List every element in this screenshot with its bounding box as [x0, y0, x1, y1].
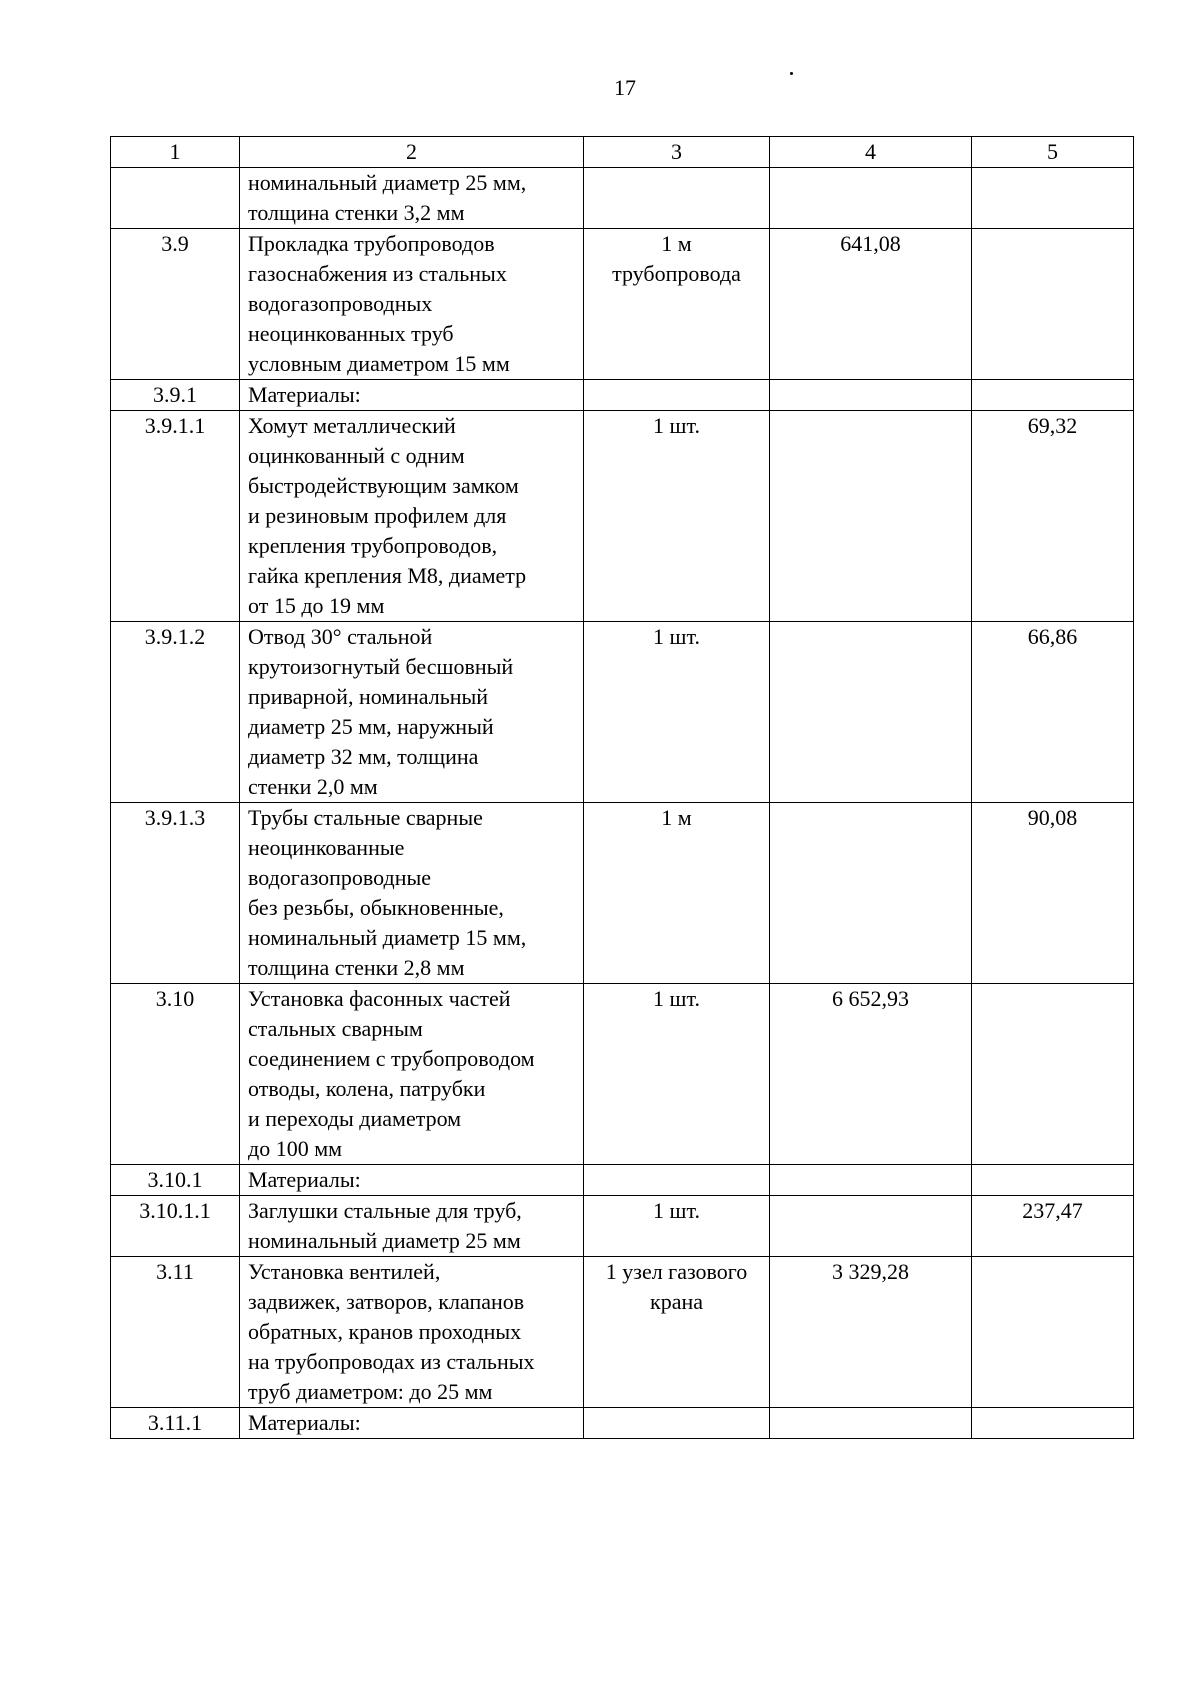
unit-line: 1 шт.	[653, 1198, 700, 1223]
unit-cell	[584, 380, 770, 411]
unit-cell	[584, 411, 770, 622]
item-name-line: неоцинкованных труб	[248, 321, 454, 346]
item-name-line: оцинкованный с одним	[248, 443, 465, 468]
work-price-cell: 3 329,28	[770, 1257, 972, 1408]
item-number-cell: 3.10.1.1	[111, 1196, 240, 1257]
item-number-cell: 3.10.1	[111, 1165, 240, 1196]
material-price-cell: 237,47	[972, 1196, 1134, 1257]
item-name-line: быстродействующим замком	[248, 473, 519, 498]
item-name-line: стенки 2,0 мм	[248, 774, 378, 799]
item-number-cell: 3.11	[111, 1257, 240, 1408]
material-price-cell: 66,86	[972, 622, 1134, 803]
item-name-line: стальных сварным	[248, 1016, 423, 1041]
item-number-cell: 3.9.1.3	[111, 803, 240, 984]
scan-speck	[790, 72, 793, 75]
item-name-line: Прокладка трубопроводов	[248, 231, 495, 256]
material-price-cell	[972, 229, 1134, 380]
item-name-line: номинальный диаметр 25 мм	[248, 1228, 521, 1253]
item-name-line: крутоизогнутый бесшовный	[248, 654, 514, 679]
unit-line: трубопровода	[612, 261, 741, 286]
unit-line: крана	[650, 1289, 703, 1314]
unit-cell	[584, 1408, 770, 1439]
item-name-cell	[240, 1257, 584, 1408]
work-price-cell	[770, 1165, 972, 1196]
item-name-line: на трубопроводах из стальных	[248, 1349, 535, 1374]
unit-line: 1 шт.	[653, 986, 700, 1011]
unit-line: 1 шт.	[653, 413, 700, 438]
table-row	[111, 229, 1134, 380]
item-number-cell: 3.11.1	[111, 1408, 240, 1439]
item-name-line: гайка крепления М8, диаметр	[248, 563, 527, 588]
table-row	[111, 1257, 1134, 1408]
item-name-line: Материалы:	[248, 1167, 361, 1192]
item-name-cell	[240, 803, 584, 984]
item-name-line: Хомут металлический	[248, 413, 456, 438]
item-name-line: соединением с трубопроводом	[248, 1046, 535, 1071]
material-price-cell	[972, 984, 1134, 1165]
table-row	[111, 622, 1134, 803]
work-price-cell	[770, 168, 972, 229]
item-name-line: условным диаметром 15 мм	[248, 351, 510, 376]
work-price-cell	[770, 1408, 972, 1439]
column-header: 2	[240, 137, 584, 168]
item-number-cell: 3.9.1	[111, 380, 240, 411]
unit-cell	[584, 168, 770, 229]
item-name-cell	[240, 411, 584, 622]
item-name-line: Материалы:	[248, 1410, 361, 1435]
item-name-line: задвижек, затворов, клапанов	[248, 1289, 525, 1314]
work-price-cell	[770, 803, 972, 984]
item-name-line: и резиновым профилем для	[248, 503, 507, 528]
material-price-cell: 90,08	[972, 803, 1134, 984]
material-price-cell	[972, 1257, 1134, 1408]
item-name-line: труб диаметром: до 25 мм	[248, 1379, 493, 1404]
item-name-line: Отвод 30° стальной	[248, 624, 433, 649]
item-name-line: от 15 до 19 мм	[248, 593, 385, 618]
table-row	[111, 168, 1134, 229]
item-name-line: толщина стенки 2,8 мм	[248, 955, 465, 980]
material-price-cell	[972, 1165, 1134, 1196]
table-row	[111, 1408, 1134, 1439]
item-name-cell	[240, 622, 584, 803]
item-name-cell	[240, 168, 584, 229]
item-name-line: до 100 мм	[248, 1136, 343, 1161]
table-body	[111, 168, 1134, 1439]
column-header: 5	[972, 137, 1134, 168]
item-name-line: отводы, колена, патрубки	[248, 1076, 486, 1101]
unit-cell	[584, 1196, 770, 1257]
item-name-line: номинальный диаметр 15 мм,	[248, 925, 527, 950]
item-name-line: Установка вентилей,	[248, 1259, 441, 1284]
unit-cell	[584, 1165, 770, 1196]
item-number-cell: 3.9.1.1	[111, 411, 240, 622]
item-name-line: Заглушки стальные для труб,	[248, 1198, 522, 1223]
material-price-cell	[972, 380, 1134, 411]
unit-cell	[584, 1257, 770, 1408]
column-header: 4	[770, 137, 972, 168]
item-number-cell	[111, 168, 240, 229]
item-name-line: приварной, номинальный	[248, 684, 489, 709]
item-name-cell	[240, 229, 584, 380]
unit-cell	[584, 803, 770, 984]
item-name-line: Установка фасонных частей	[248, 986, 511, 1011]
item-name-line: толщина стенки 3,2 мм	[248, 200, 465, 225]
work-price-cell	[770, 622, 972, 803]
item-number-cell: 3.9.1.2	[111, 622, 240, 803]
material-price-cell	[972, 168, 1134, 229]
table-row	[111, 984, 1134, 1165]
item-name-line: газоснабжения из стальных	[248, 261, 507, 286]
material-price-cell: 69,32	[972, 411, 1134, 622]
item-number-cell: 3.10	[111, 984, 240, 1165]
item-name-line: водогазопроводные	[248, 865, 432, 890]
table-row	[111, 803, 1134, 984]
unit-cell	[584, 622, 770, 803]
table-row	[111, 380, 1134, 411]
item-name-line: Материалы:	[248, 382, 361, 407]
price-table	[110, 136, 1134, 1439]
header-row	[111, 137, 1134, 168]
unit-line: 1 м	[661, 805, 692, 830]
item-name-line: крепления трубопроводов,	[248, 533, 498, 558]
unit-line: 1 шт.	[653, 624, 700, 649]
work-price-cell	[770, 380, 972, 411]
table-header	[111, 137, 1134, 168]
work-price-cell	[770, 1196, 972, 1257]
work-price-cell: 641,08	[770, 229, 972, 380]
column-header: 1	[111, 137, 240, 168]
item-name-cell	[240, 1165, 584, 1196]
item-name-cell	[240, 1408, 584, 1439]
unit-cell	[584, 229, 770, 380]
unit-line: 1 м	[661, 231, 692, 256]
item-name-line: номинальный диаметр 25 мм,	[248, 170, 527, 195]
item-name-line: и переходы диаметром	[248, 1106, 462, 1131]
item-name-line: неоцинкованные	[248, 835, 405, 860]
item-name-line: обратных, кранов проходных	[248, 1319, 522, 1344]
table-row	[111, 411, 1134, 622]
table-row	[111, 1165, 1134, 1196]
item-name-cell	[240, 380, 584, 411]
work-price-cell: 6 652,93	[770, 984, 972, 1165]
column-header: 3	[584, 137, 770, 168]
material-price-cell	[972, 1408, 1134, 1439]
item-name-cell	[240, 984, 584, 1165]
table-row	[111, 1196, 1134, 1257]
item-name-cell	[240, 1196, 584, 1257]
work-price-cell	[770, 411, 972, 622]
item-name-line: водогазопроводных	[248, 291, 433, 316]
unit-cell	[584, 984, 770, 1165]
unit-line: 1 узел газового	[605, 1259, 748, 1284]
item-name-line: без резьбы, обыкновенные,	[248, 895, 504, 920]
page-number: 17	[614, 75, 636, 100]
item-name-line: диаметр 32 мм, толщина	[248, 744, 479, 769]
item-number-cell: 3.9	[111, 229, 240, 380]
item-name-line: диаметр 25 мм, наружный	[248, 714, 494, 739]
item-name-line: Трубы стальные сварные	[248, 805, 483, 830]
